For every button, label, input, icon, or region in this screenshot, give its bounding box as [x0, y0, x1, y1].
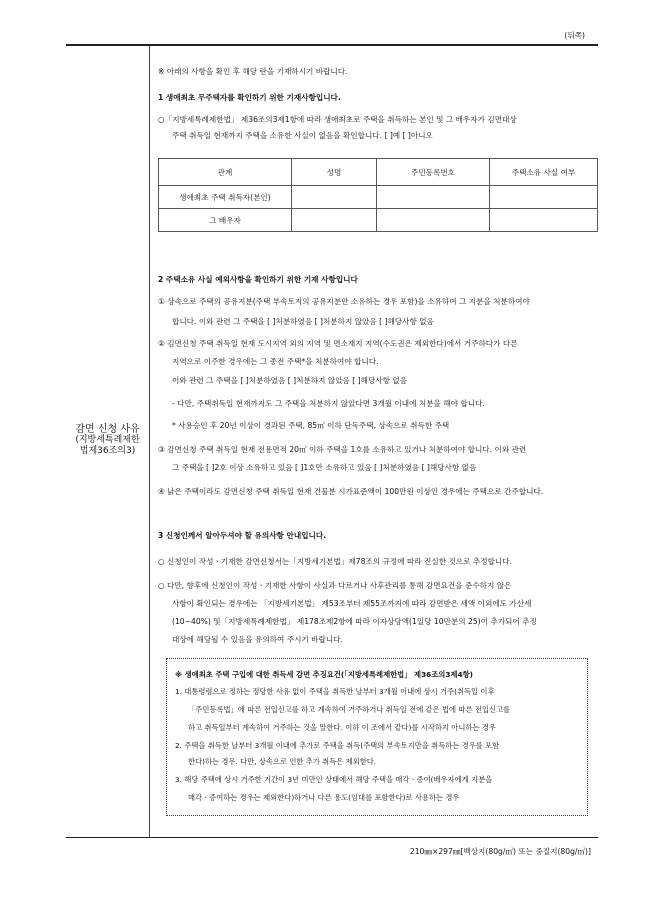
section2-item2-line1: ② 김면신청 주택 취득일 현재 도시지역 외의 지역 및 면소재지 지역(수도권은 제외한다)에서 거주하다가 다른: [158, 339, 518, 348]
table-cell: 그 배우자: [159, 209, 292, 232]
table-cell[interactable]: [292, 209, 377, 232]
section3-para2-line2: 사항이 확인되는 경우에는 「지방세기본법」 제53조부터 제55조까지에 따라 감면받은 세액 이외에도 가산세: [172, 599, 532, 608]
section2-item2-note1: - 다만, 주택취득일 현재까지도 그 주택을 처분하지 않았다면 3개월 이내에 처분을 해야 합니다.: [172, 399, 485, 408]
section3-para1: ○ 신청인이 작성ㆍ기재한 감면신청서는「지방세기본법」제78조의 규정에 따라 진실한 것으로 추정합니다.: [158, 557, 512, 566]
table-cell[interactable]: [490, 209, 598, 232]
section1-line2: 주택 취득일 현재까지 주택을 소유한 사실이 없음을 확인합니다. [ ]예 [ ]아니오: [172, 131, 433, 140]
left-label-law-2: 법제36조의3): [79, 446, 136, 456]
bottom-rule: [66, 837, 598, 838]
notice-text: ※ 아래의 사항을 확인 후 해당 란을 기재하시기 바랍니다.: [158, 67, 348, 76]
section2-item2-note2: * 사용승인 후 20년 이상이 경과된 주택, 85㎡ 이하 단독주택, 상속으로 취득한 주택: [172, 421, 450, 430]
table-row: [159, 186, 598, 209]
table-header: 주민등록번호: [377, 159, 490, 186]
table-cell: 생애최초 주택 취득자(본인): [159, 186, 292, 209]
section2-item3-line1: ③ 감면신청 주택 취득일 현재 전용면적 20㎡ 이하 주택을 1호를 소유하고 있거나 처분하여야 합니다. 이와 관련: [158, 445, 527, 454]
top-rule: [66, 44, 598, 46]
owner-table: [158, 158, 598, 232]
section2-item3-line2: 그 주택을 [ ]2호 이상 소유하고 있음 [ ]1호만 소유하고 있음 [ ]처분하였음 [ ]해당사항 없음: [172, 463, 477, 472]
section2-title: 2 주택소유 사실 예외사항을 확인하기 위한 기재 사항입니다: [158, 275, 358, 284]
box-item3-line2: 매각ㆍ증여하는 경우는 제외한다)하거나 다른 용도(임대를 포함한다)로 사용하는 경우: [188, 793, 460, 802]
box-item1-line2: 「주민등록법」에 따른 전입신고를 하고 계속하여 거주하거나 취득일 전에 같은 법에 따른 전입신고를: [188, 705, 511, 714]
section1-title: 1 생애최초 무주택자를 확인하기 위한 기재사항입니다.: [158, 93, 341, 102]
table-cell[interactable]: [377, 209, 490, 232]
table-row: [159, 209, 598, 232]
section2-item1-line1: ① 상속으로 주택의 공유지분(주택 부속토지의 공유지분만 소유하는 경우 포함)을 소유하여 그 지분을 처분하여야: [158, 297, 530, 306]
section3-para2-line3: (10~40%) 및「지방세특례제한법」 제178조제2항에 따라 이자상당액(1일당 10만분의 25)이 추가되어 추징: [172, 617, 537, 626]
section1-line1: ○「지방세특례제한법」 제36조의3제1항에 따라 생애최초로 주택을 취득하는 본인 및 그 배우자가 김면대상: [158, 115, 517, 124]
left-label-law-1: (지방세특례제한: [75, 435, 140, 445]
box-item2-line1: 2. 주택을 취득한 날부터 3개월 이내에 추가로 주택을 취득(주택의 부속토지만을 취득하는 경우를 포함: [175, 741, 500, 750]
left-label-title: 감면 신청 사유: [75, 424, 140, 435]
column-divider: [149, 46, 150, 837]
box-item3-line1: 3. 해당 주택에 상시 거주한 기간이 3년 미만인 상태에서 해당 주택을 매각ㆍ증여(배우자에게 지분을: [175, 775, 493, 784]
table-cell[interactable]: [292, 186, 377, 209]
box-item2-line2: 한다)하는 경우. 다만, 상속으로 인한 추가 취득은 제외한다.: [188, 757, 377, 766]
section2-item4-line1: ④ 낡은 주택이라도 감면신청 주택 취득일 현재 건물분 시가표준액이 100만원 이상인 경우에는 주택으로 간주합니다.: [158, 487, 544, 496]
table-header: 주택소유 사실 여부: [490, 159, 598, 186]
box-item1-line1: 1. 대통령령으로 정하는 정당한 사유 없이 주택을 취득한 날부터 3개월 이내에 상시 거주(취득일 이후: [175, 687, 495, 696]
table-header-row: [159, 159, 598, 186]
section2-item2-line3: 이와 관련 그 주택을 [ ]처분하였음 [ ]처분하지 않았음 [ ]해당사항 없음: [172, 376, 408, 385]
section3-title: 3 신청인께서 알아두셔야 할 유의사항 안내입니다.: [158, 531, 327, 540]
back-side-label: (뒤쪽): [564, 31, 585, 40]
section3-para2-line4: 대상에 해당될 수 있음을 유의하여 주시기 바랍니다.: [172, 635, 343, 644]
box-item1-line3: 하고 취득일부터 계속하여 거주하는 것을 말한다. 이하 이 조에서 같다)를 시작하지 아니하는 경우: [188, 723, 496, 732]
section2-item2-line2: 지역으로 이주한 경우에는 그 종전 주택*을 처분하여야 합니다.: [172, 357, 379, 366]
table-cell[interactable]: [490, 186, 598, 209]
table-header: 성명: [292, 159, 377, 186]
section2-item1-line2: 합니다. 이와 관련 그 주택을 [ ]처분하였음 [ ]처분하지 않았음 [ ]해당사항 없음: [172, 317, 434, 326]
table-cell[interactable]: [377, 186, 490, 209]
box-title: ※ 생애최초 주택 구입에 대한 취득세 감면 추징요건(「지방세특례제한법」 제36조의3제4항): [175, 670, 473, 679]
section3-para2-line1: ○ 다만, 향후에 신청인이 작성ㆍ기재한 사항이 사실과 다르거나 사후관리를 통해 감면요건을 준수하지 않은: [158, 581, 512, 590]
left-label: [66, 420, 149, 457]
table-header: 관계: [159, 159, 292, 186]
paper-spec: 210㎜×297㎜[백상지(80g/㎡) 또는 중질지(80g/㎡)]: [409, 847, 591, 856]
